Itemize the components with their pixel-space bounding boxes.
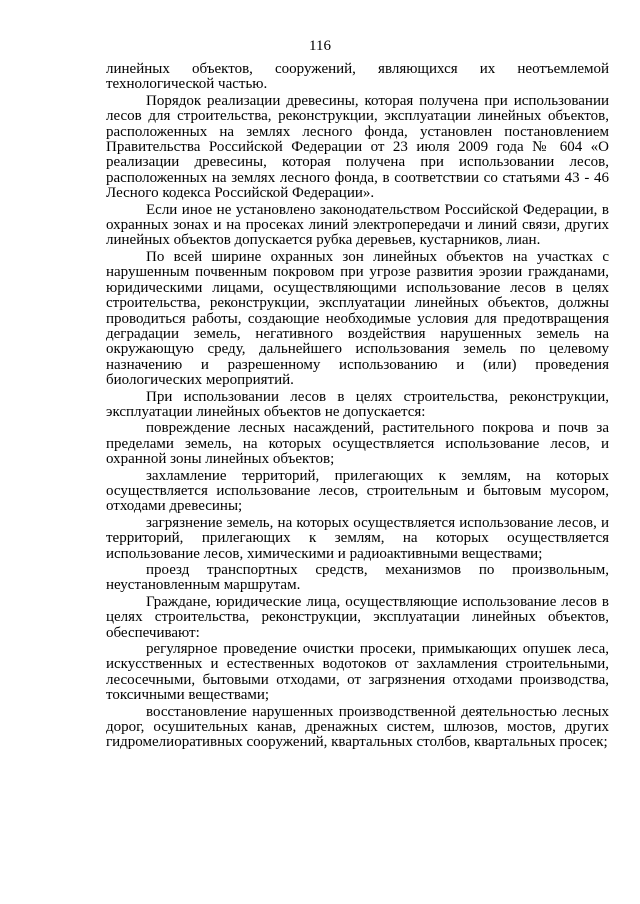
list-item-2: захламление территорий, прилегающих к землям, на которых осуществляется использование лесов, строительным и бытовым мусором, отходами древесины; xyxy=(106,467,609,515)
paragraph-1: линейных объектов, сооружений, являющихся их неотъемлемой технологической частью. xyxy=(106,61,609,93)
list-item-4: проезд транспортных средств, механизмов по произвольным, неустановленным маршрутам. xyxy=(106,562,609,594)
paragraph-2: Порядок реализации древесины, которая получена при использовании лесов для строительства, реконструкции, эксплуатации линейных объектов, расположенных на землях лесного фонда, установлен постановлением Правительства Российской Федерации от 23 июля 2009 года № 604 «О реализации древесины, которая получена при использовании лесов, расположенных на землях лесного фонда, в соответствии со статьями 43 - 46 Лесного кодекса Российской Федерации». xyxy=(106,92,609,202)
list-item-3: загрязнение земель, на которых осуществляется использование лесов, и территорий, прилегающих к землям, на которых осуществляется использование лесов, химическими и радиоактивными веществами; xyxy=(106,514,609,562)
list-item-6: восстановление нарушенных производственной деятельностью лесных дорог, осушительных канав, дренажных систем, шлюзов, мостов, других гидромелиоративных сооружений, квартальных столбов, квартальных просек; xyxy=(106,703,609,751)
list-item-1: повреждение лесных насаждений, растительного покрова и почв за пределами земель, на которых осуществляется использование лесов, и охранной зоны линейных объектов; xyxy=(106,420,609,468)
list-item-5: регулярное проведение очистки просеки, примыкающих опушек леса, искусственных и естественных водотоков от захламления строительными, лесосечными, бытовыми отходами, от загрязнения отходами производства, токсичными веществами; xyxy=(106,641,609,704)
paragraph-3: Если иное не установлено законодательством Российской Федерации, в охранных зонах и на просеках линий электропередачи и линий связи, других линейных объектов допускается рубка деревьев, кустарников, лиан. xyxy=(106,201,609,249)
paragraph-6: Граждане, юридические лица, осуществляющие использование лесов в целях строительства, реконструкции, эксплуатации линейных объектов, обеспечивают: xyxy=(106,593,609,641)
document-body xyxy=(106,62,609,752)
paragraph-5: При использовании лесов в целях строительства, реконструкции, эксплуатации линейных объектов не допускается: xyxy=(106,388,609,420)
paragraph-4: По всей ширине охранных зон линейных объектов на участках с нарушенным почвенным покровом при угрозе развития эрозии гражданами, юридическими лицами, осуществляющими использование лесов в целях строительства, реконструкции, эксплуатации линейных объектов, должны проводиться работы, создающие необходимые условия для предотвращения деградации земель, негативного воздействия нарушенных земель на окружающую среду, дальнейшего использования земель по целевому назначению и разрешенному использованию и (или) проведения биологических мероприятий. xyxy=(106,248,609,389)
page-number: 116 xyxy=(309,38,331,54)
